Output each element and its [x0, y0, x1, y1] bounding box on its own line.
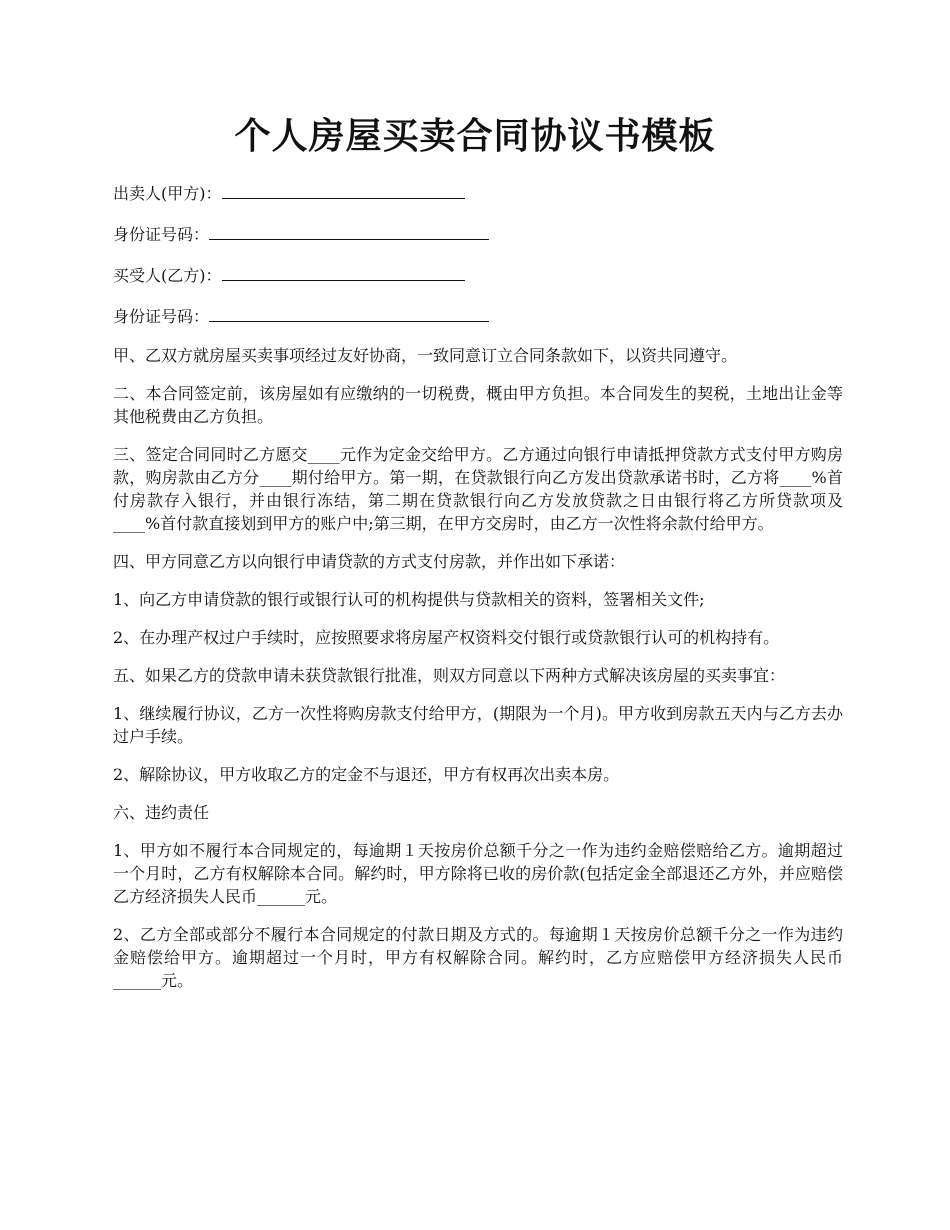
paragraph-clause-4-item-2: 2、在办理产权过户手续时，应按照要求将房屋产权资料交付银行或贷款银行认可的机构持有。: [113, 628, 780, 647]
buyer-name-field: [113, 262, 843, 288]
paragraph-clause-6-item-2: 2、乙方全部或部分不履行本合同规定的付款日期及方式的。每逾期１天按房价总额千分之一作为违约金赔偿给甲方。逾期超过一个月时，甲方有权解除合同。解约时，乙方应赔偿甲方经济损失人民币______元。: [113, 925, 843, 990]
paragraph-clause-5-item-2: 2、解除协议，甲方收取乙方的定金不与退还，甲方有权再次出卖本房。: [113, 765, 620, 784]
seller-name-blank: [222, 180, 465, 199]
paragraph-clause-3: 三、签定合同同时乙方愿交____元作为定金交给甲方。乙方通过向银行申请抵押贷款方式支付甲方购房款，购房款由乙方分____期付给甲方。第一期，在贷款银行向乙方发出贷款承诺书时，乙方将____%首付房款存入银行，并由银行冻结，第二期在贷款银行向乙方发放贷款之日由银行将乙方所贷款项及____%首付款直接划到甲方的账户中;第三期，在甲方交房时，由乙方一次性将余款付给甲方。: [113, 445, 843, 533]
paragraph-clause-5: 五、如果乙方的贷款申请未获贷款银行批准，则双方同意以下两种方式解决该房屋的买卖事宜：: [113, 666, 786, 685]
buyer-name-blank: [222, 262, 465, 281]
document-body: [113, 180, 843, 1007]
buyer-name-label: 买受人(乙方)：: [113, 266, 222, 285]
paragraph-preamble: 甲、乙双方就房屋买卖事项经过友好协商，一致同意订立合同条款如下，以资共同遵守。: [113, 346, 738, 365]
paragraph-clause-6-item-1: 1、甲方如不履行本合同规定的，每逾期１天按房价总额千分之一作为违约金赔偿赔给乙方。逾期超过一个月时，乙方有权解除本合同。解约时，甲方除将已收的房价款(包括定金全部退还乙方外，并应赔偿乙方经济损失人民币______元。: [113, 841, 843, 906]
buyer-id-field: [113, 303, 843, 329]
paragraph-clause-2: 二、本合同签定前，该房屋如有应缴纳的一切税费，概由甲方负担。本合同发生的契税，土地出让金等其他税费由乙方负担。: [113, 384, 843, 426]
paragraph-clause-4: 四、甲方同意乙方以向银行申请贷款的方式支付房款，并作出如下承诺：: [113, 552, 626, 571]
paragraph-clause-5-item-1: 1、继续履行协议，乙方一次性将购房款支付给甲方，(期限为一个月)。甲方收到房款五天内与乙方去办过户手续。: [113, 704, 843, 746]
seller-id-label: 身份证号码：: [113, 225, 210, 244]
seller-id-blank: [209, 221, 489, 240]
buyer-id-label: 身份证号码：: [113, 307, 210, 326]
seller-id-field: [113, 221, 843, 247]
buyer-id-blank: [209, 303, 489, 322]
paragraph-clause-4-item-1: 1、向乙方申请贷款的银行或银行认可的机构提供与贷款相关的资料，签署相关文件;: [113, 590, 705, 609]
seller-name-label: 出卖人(甲方)：: [113, 184, 222, 203]
document-title: 个人房屋买卖合同协议书模板: [234, 115, 716, 157]
paragraph-clause-6-heading: 六、违约责任: [113, 803, 210, 822]
seller-name-field: [113, 180, 843, 206]
